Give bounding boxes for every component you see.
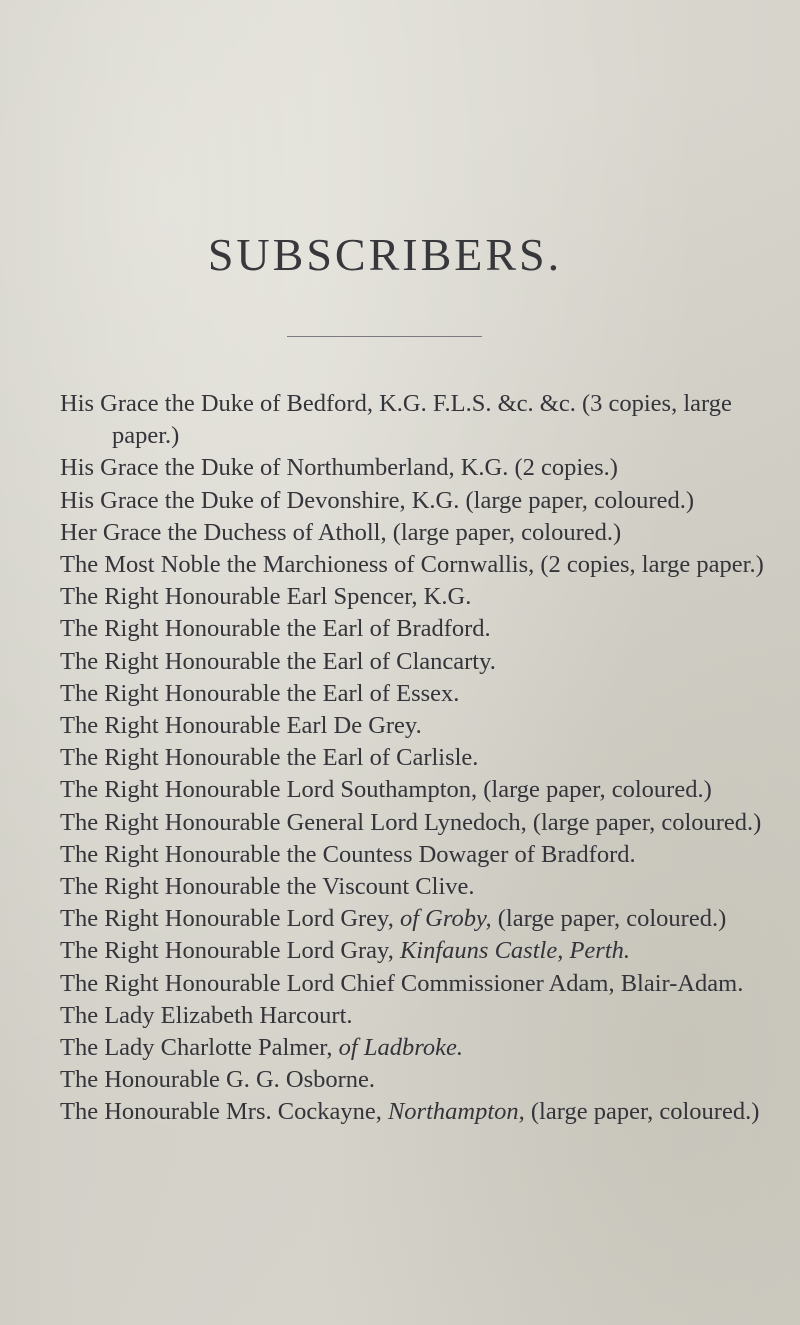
list-item: The Right Honourable Earl De Grey. bbox=[60, 712, 422, 740]
list-item: The Right Honourable the Earl of Essex. bbox=[60, 679, 460, 707]
list-item: The Honourable Mrs. Cockayne, Northampton, (large paper, coloured.) bbox=[60, 1098, 760, 1126]
list-item: Her Grace the Duchess of Atholl, (large paper, coloured.) bbox=[60, 518, 622, 546]
list-item: His Grace the Duke of Bedford, K.G. F.L.S. &c. &c. (3 copies, large paper.) bbox=[60, 390, 732, 450]
list-item: His Grace the Duke of Devonshire, K.G. (large paper, coloured.) bbox=[60, 486, 694, 514]
list-item: The Honourable G. G. Osborne. bbox=[60, 1066, 376, 1094]
list-item: His Grace the Duke of Northumberland, K.G. (2 copies.) bbox=[60, 454, 618, 482]
list-item: The Right Honourable Lord Southampton, (large paper, coloured.) bbox=[60, 776, 712, 804]
list-item: The Right Honourable the Viscount Clive. bbox=[60, 873, 475, 901]
list-item: The Right Honourable the Earl of Bradford. bbox=[60, 615, 491, 643]
list-item: The Right Honourable the Earl of Carlisle. bbox=[60, 744, 479, 772]
list-item: The Right Honourable the Earl of Clancarty. bbox=[60, 647, 496, 675]
list-item: The Right Honourable General Lord Lynedoch, (large paper, coloured.) bbox=[60, 808, 762, 836]
list-item: The Right Honourable Earl Spencer, K.G. bbox=[60, 583, 472, 611]
list-item: The Right Honourable Lord Grey, of Groby, (large paper, coloured.) bbox=[60, 905, 727, 933]
subscriber-list bbox=[60, 388, 795, 1129]
list-item: The Lady Charlotte Palmer, of Ladbroke. bbox=[60, 1034, 463, 1062]
title-rule bbox=[287, 336, 482, 337]
page-title: SUBSCRIBERS. bbox=[207, 229, 563, 280]
list-item: The Most Noble the Marchioness of Cornwallis, (2 copies, large paper.) bbox=[60, 551, 764, 579]
list-item: The Right Honourable the Countess Dowager of Bradford. bbox=[60, 840, 636, 868]
list-item: The Right Honourable Lord Gray, Kinfauns Castle, Perth. bbox=[60, 937, 631, 965]
list-item: The Right Honourable Lord Chief Commissioner Adam, Blair-Adam. bbox=[60, 969, 744, 997]
list-item: The Lady Elizabeth Harcourt. bbox=[60, 1001, 353, 1029]
